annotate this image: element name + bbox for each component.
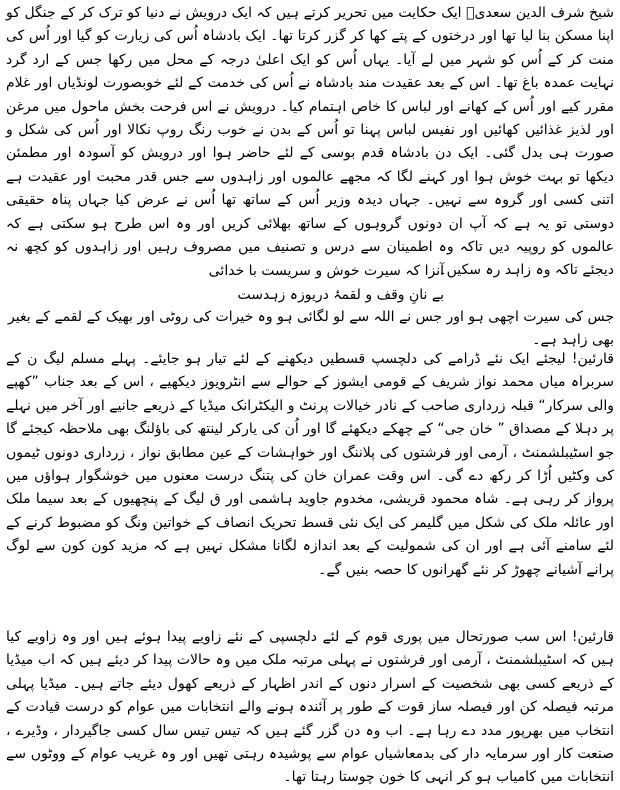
paragraph-political-drama: قارئین! لیجئے ایک نئے ڈرامے کی دلچسپ قسطیں دیکھنے کے لئے تیار ہو جایئے۔ پہلے مسلم لیگ ن کے سربراہ میاں محمد نواز شریف کے قومی ایشوز کے حوالے سے انٹرویوز دیکھیے ، اس کے بعد جناب ”کھپے والی سرکار“ قبلہ زرداری صاحب کے نادر خیالات پرنٹ و الیکٹرانک میڈیا کے ذریعے جانیے اور آخر میں نہلے پر دہلا کے مصداق ” خان جی“ کے چھکے دیکھئے گا اور اُن کی یارکر لینتھ کی باؤلنگ بھی ملاحظہ کیجئے گا جو اسٹیبلشمنٹ ، آرمی اور فرشتوں کی پلاننگ اور خواہشات کے عین مطابق نواز ، زرداری دونوں ٹیموں کی وکٹیں اُڑا کر رکھ دے گی۔ اس وقت عمران خان کی پتنگ درست معنوں میں خوشگوار ہواؤں میں پرواز کر رہی ہے۔ شاہ محمود قریشی، مخدوم جاوید ہاشمی اور ق لیگ کے پنچھیوں کے بعد سیما ملک اور عائلہ ملک کی شکل میں گلیمر کی ایک نئی قسط تحریک انصاف کے خواتین ونگ کو مضبوط کرنے کے لئے سامنے آئی ہے اور ان کی شمولیت کے بعد اندازہ لگانا مشکل نہیں ہے کہ مزید کون کون سے لوگ پرانے آشیانے چھوڑ کر نئے گھرانوں کا حصہ بنیں گے۔ (6, 351, 614, 578)
verse-translation: جس کی سیرت اچھی ہو اور جس نے اللہ سے لو لگائی ہو وہ خیرات کی روٹی اور بھیک کے لقمے کے بغیر بھی زاہد ہے۔ (8, 309, 614, 349)
persian-verse-line-2: بے نانِ وقف و لقمۂ دریوزہ زہدست (237, 287, 444, 303)
persian-verse-line-1: آنزا کہ سیرت خوش و سریست با خدائی (208, 263, 444, 279)
paragraph-saadi-anecdote: شیخ شرف الدین سعدیؒ ایک حکایت میں تحریر کرتے ہیں کہ ایک درویش نے دنیا کو ترک کر کے جنگل کو اپنا مسکن بنا لیا تھا اور درختوں کے پتے کھا کر گزر کرتا تھا۔ ایک بادشاہ اُس کی زیارت کو گیا اور اُس کی منت کر کے اُس کو شہر میں لے آیا۔ یہاں اُس کو ایک اعلیٰ درجہ کے محل میں رکھا جس کے ارد گرد نہایت عمدہ باغ تھا۔ اس کے بعد عقیدت مند بادشاہ نے اُس کی خدمت کے لئے خوبصورت لونڈیاں اور غلام مقرر کیے اور اُس کے کھانے اور لباس کا خاص اہتمام کیا۔ درویش نے اس فرحت بخش ماحول میں مرغن اور لذیز غذائیں کھائیں اور نفیس لباس پہنا تو اُس کے بدن نے خوب رنگ روپ نکالا اور اُس کی شکل و صورت ہی بدل گئی۔ ایک دن بادشاہ قدم بوسی کے لئے حاضر ہوا اور درویش کو آسودہ اور مطمئن دیکھا تو بہت خوش ہوا اور کہنے لگا کہ مجھے عالموں اور زاہدوں سے جس قدر محبت اور عقیدت ہے اتنی کسی اور گروہ سے نہیں۔ جہاں دیدہ وزیر اُس کے ساتھ تھا اُس نے عرض کیا جہاں پناہ حقیقی دوستی تو یہ ہے کہ آپ ان دونوں گروہوں کے ساتھ بھلائی کریں اور وہ اس طرح ہو سکتی ہے کہ عالموں کو روپیہ دیں تاکہ وہ اطمینان سے درس و تصنیف میں مصروف رہیں اور زاہدوں کو کچھ نہ دیجئے تاکہ وہ زاہد رہ سکیں۔ (6, 5, 614, 279)
paragraph-media-role: قارئین! اس سب صورتحال میں پوری قوم کے لئے دلچسپی کے نئے زاویے پیدا ہوئے ہیں اور وہ زاویے کیا ہیں کہ اسٹیبلشمنٹ ، آرمی اور فرشتوں نے پہلی مرتبہ ملک میں وہ حالات پیدا کر دیئے ہیں کہ اب میڈیا کے ذریعے کسی بھی شخصیت کے اسرار دنوں کے اندر اظہار کے ذریعے کھول دیئے جاتے ہیں۔ میڈیا پہلی مرتبہ فیصلہ کن اور فیصلہ ساز قوت کے طور پر آئندہ ہونے والے انتخابات میں عوام کو درست قیادت کے انتخاب میں بھرپور مدد دے رہا ہے۔ اب وہ دن گزر گئے ہیں کہ تیس تیس سال کسی جاگیردار ، وڈیرے ، صنعت کار اور سرمایہ دار کی بدمعاشیاں عوام سے پوشیدہ رہتی تھیں اور وہ غریب عوام کے ووٹوں سے انتخابات میں کامیاب ہو کر انہی کا خون چوستا رہتا تھا۔ (6, 629, 614, 786)
